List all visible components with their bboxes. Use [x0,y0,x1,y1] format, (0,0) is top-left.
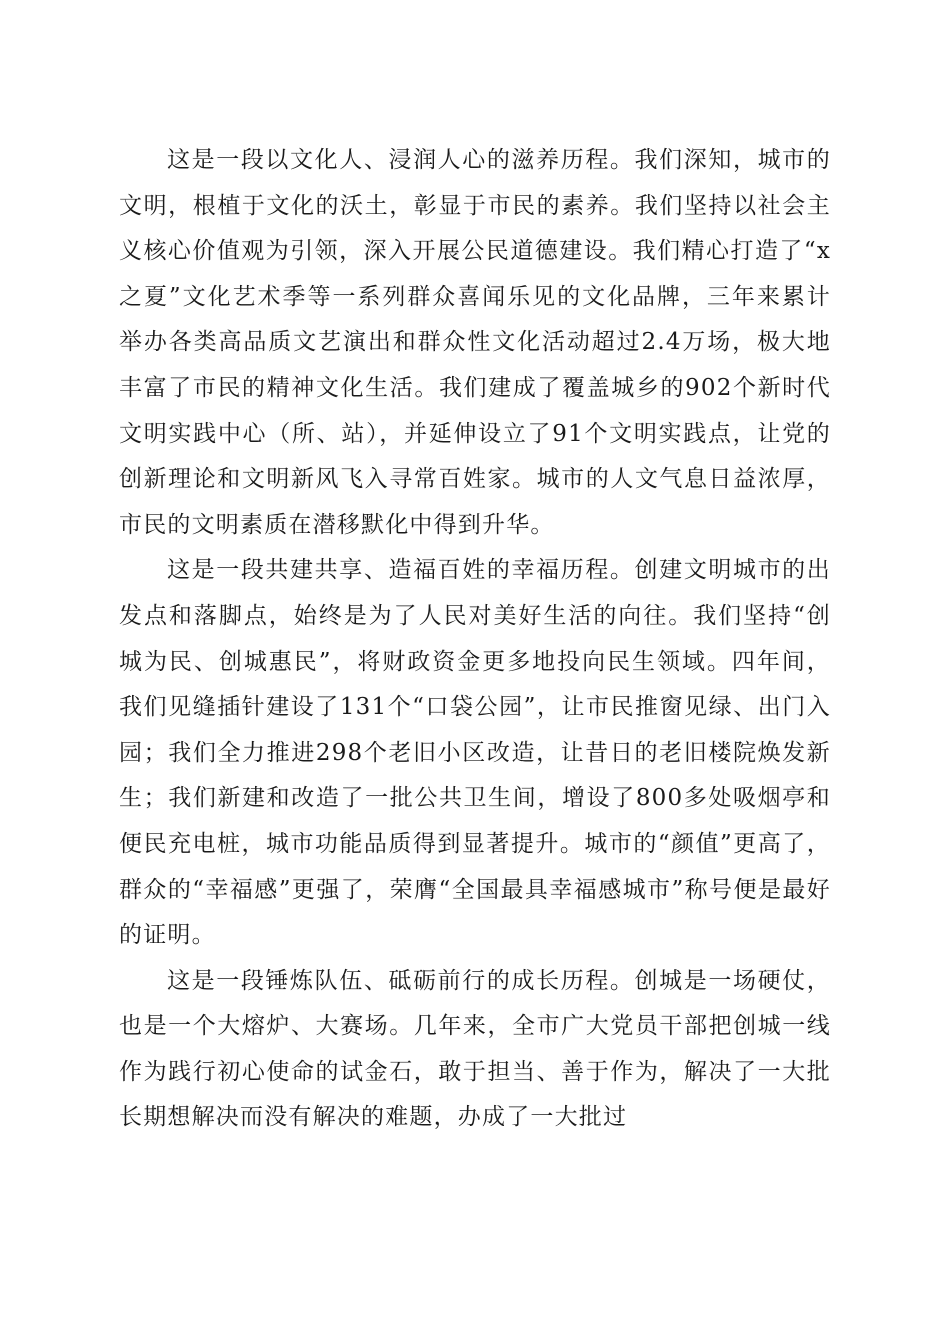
paragraph-team-growth: 这是一段锤炼队伍、砥砺前行的成长历程。创城是一场硬仗，也是一个大熔炉、大赛场。几年来，全市广大党员干部把创城一线作为践行初心使命的试金石，敢于担当、善于作为，解决了一大批长期想解决而没有解决的难题，办成了一大批过 [119,967,831,1131]
paragraph-shared-wellbeing: 这是一段共建共享、造福百姓的幸福历程。创建文明城市的出发点和落脚点，始终是为了人民对美好生活的向往。我们坚持“创城为民、创城惠民”，将财政资金更多地投向民生领域。四年间，我们见缝插针建设了131个“口袋公园”，让市民推窗见绿、出门入园；我们全力推进298个老旧小区改造，让昔日的老旧楼院焕发新生；我们新建和改造了一批公共卫生间，增设了800多处吸烟亭和便民充电桩，城市功能品质得到显著提升。城市的“颜值”更高了，群众的“幸福感”更强了，荣膺“全国最具幸福感城市”称号便是最好的证明。 [119,557,831,949]
paragraph-cultural-cultivation: 这是一段以文化人、浸润人心的滋养历程。我们深知，城市的文明，根植于文化的沃土，彰显于市民的素养。我们坚持以社会主义核心价值观为引领，深入开展公民道德建设。我们精心打造了“x之夏”文化艺术季等一系列群众喜闻乐见的文化品牌，三年来累计举办各类高品质文艺演出和群众性文化活动超过2.4万场，极大地丰富了市民的精神文化生活。我们建成了覆盖城乡的902个新时代文明实践中心（所、站），并延伸设立了91个文明实践点，让党的创新理论和文明新风飞入寻常百姓家。城市的人文气息日益浓厚，市民的文明素质在潜移默化中得到升华。 [119,147,831,538]
document-body [119,138,831,1141]
